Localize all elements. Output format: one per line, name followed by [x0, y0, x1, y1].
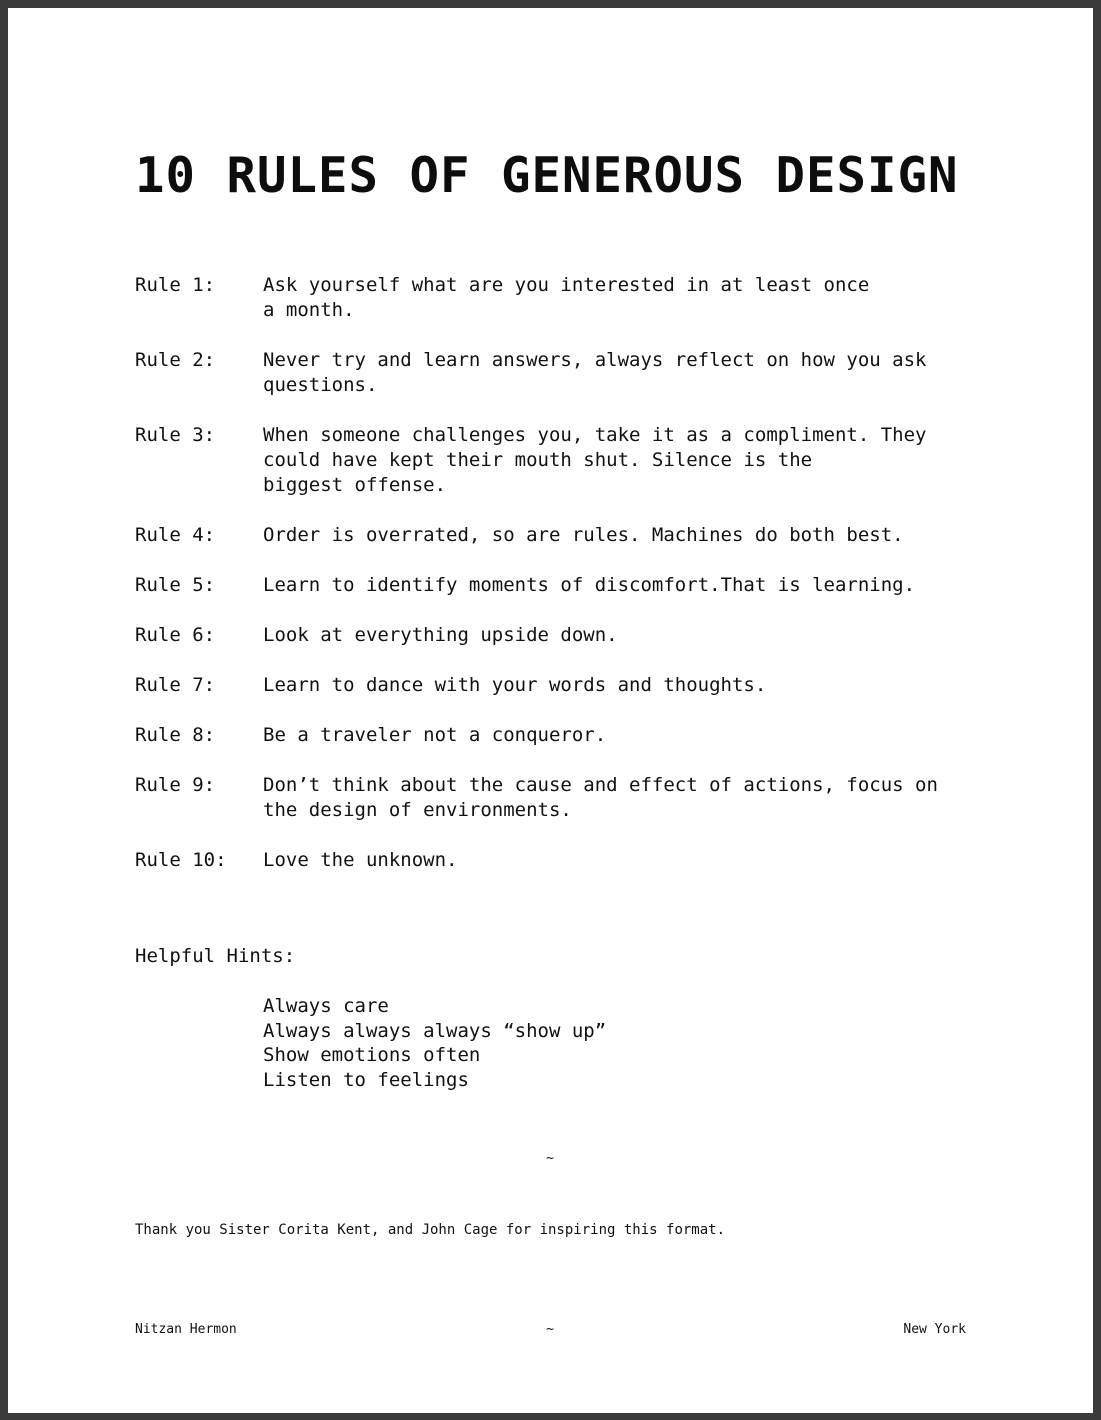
- rule-item: [135, 273, 1015, 323]
- hint-item: Show emotions often: [263, 1044, 481, 1067]
- rule-label: Rule 10:: [135, 849, 227, 871]
- rule-item: [135, 573, 1015, 598]
- page-title: 10 RULES OF GENEROUS DESIGN: [135, 147, 959, 204]
- hints-heading: Helpful Hints:: [135, 945, 296, 967]
- rule-item: [135, 673, 1015, 698]
- footer-separator: ~: [546, 1322, 554, 1337]
- rule-text: Order is overrated, so are rules. Machines do both best.: [263, 524, 904, 546]
- document-page: [8, 8, 1093, 1413]
- rule-label: Rule 4:: [135, 524, 216, 546]
- section-separator: ~: [546, 1151, 554, 1166]
- rule-item: [135, 773, 1015, 823]
- rule-text: Be a traveler not a conqueror.: [263, 724, 607, 746]
- rule-label: Rule 5:: [135, 574, 216, 596]
- rule-text: Love the unknown.: [263, 849, 458, 871]
- rule-item: [135, 723, 1015, 748]
- rule-label: Rule 7:: [135, 674, 216, 696]
- hints-list: [263, 994, 606, 1093]
- rule-item: [135, 848, 1015, 873]
- rule-label: Rule 6:: [135, 624, 216, 646]
- rule-item: [135, 523, 1015, 548]
- rule-item: [135, 623, 1015, 648]
- rules-list: [135, 273, 1015, 898]
- rule-label: Rule 9:: [135, 774, 216, 796]
- rule-item: [135, 348, 1015, 398]
- rule-text: Ask yourself what are you interested in at least once a month.: [263, 274, 870, 321]
- rule-label: Rule 1:: [135, 274, 216, 296]
- rule-label: Rule 2:: [135, 349, 216, 371]
- rule-text: Learn to dance with your words and thoughts.: [263, 674, 767, 696]
- rule-text: When someone challenges you, take it as a compliment. They could have kept their mouth shut. Silence is the biggest offense.: [263, 424, 927, 496]
- rule-text: Never try and learn answers, always reflect on how you ask questions.: [263, 349, 927, 396]
- hint-item: Always care: [263, 995, 389, 1017]
- rule-item: [135, 423, 1015, 498]
- footer-location: New York: [903, 1322, 966, 1337]
- rule-label: Rule 8:: [135, 724, 216, 746]
- hint-item: Always always always “show up”: [263, 1019, 607, 1042]
- rule-label: Rule 3:: [135, 424, 216, 446]
- rule-text: Learn to identify moments of discomfort.That is learning.: [263, 574, 916, 596]
- hint-item: Listen to feelings: [263, 1069, 469, 1092]
- rule-text: Look at everything upside down.: [263, 624, 618, 646]
- rule-text: Don’t think about the cause and effect of actions, focus on the design of environments.: [263, 774, 938, 821]
- acknowledgement-text: Thank you Sister Corita Kent, and John Cage for inspiring this format.: [135, 1222, 726, 1238]
- footer-author: Nitzan Hermon: [135, 1322, 237, 1337]
